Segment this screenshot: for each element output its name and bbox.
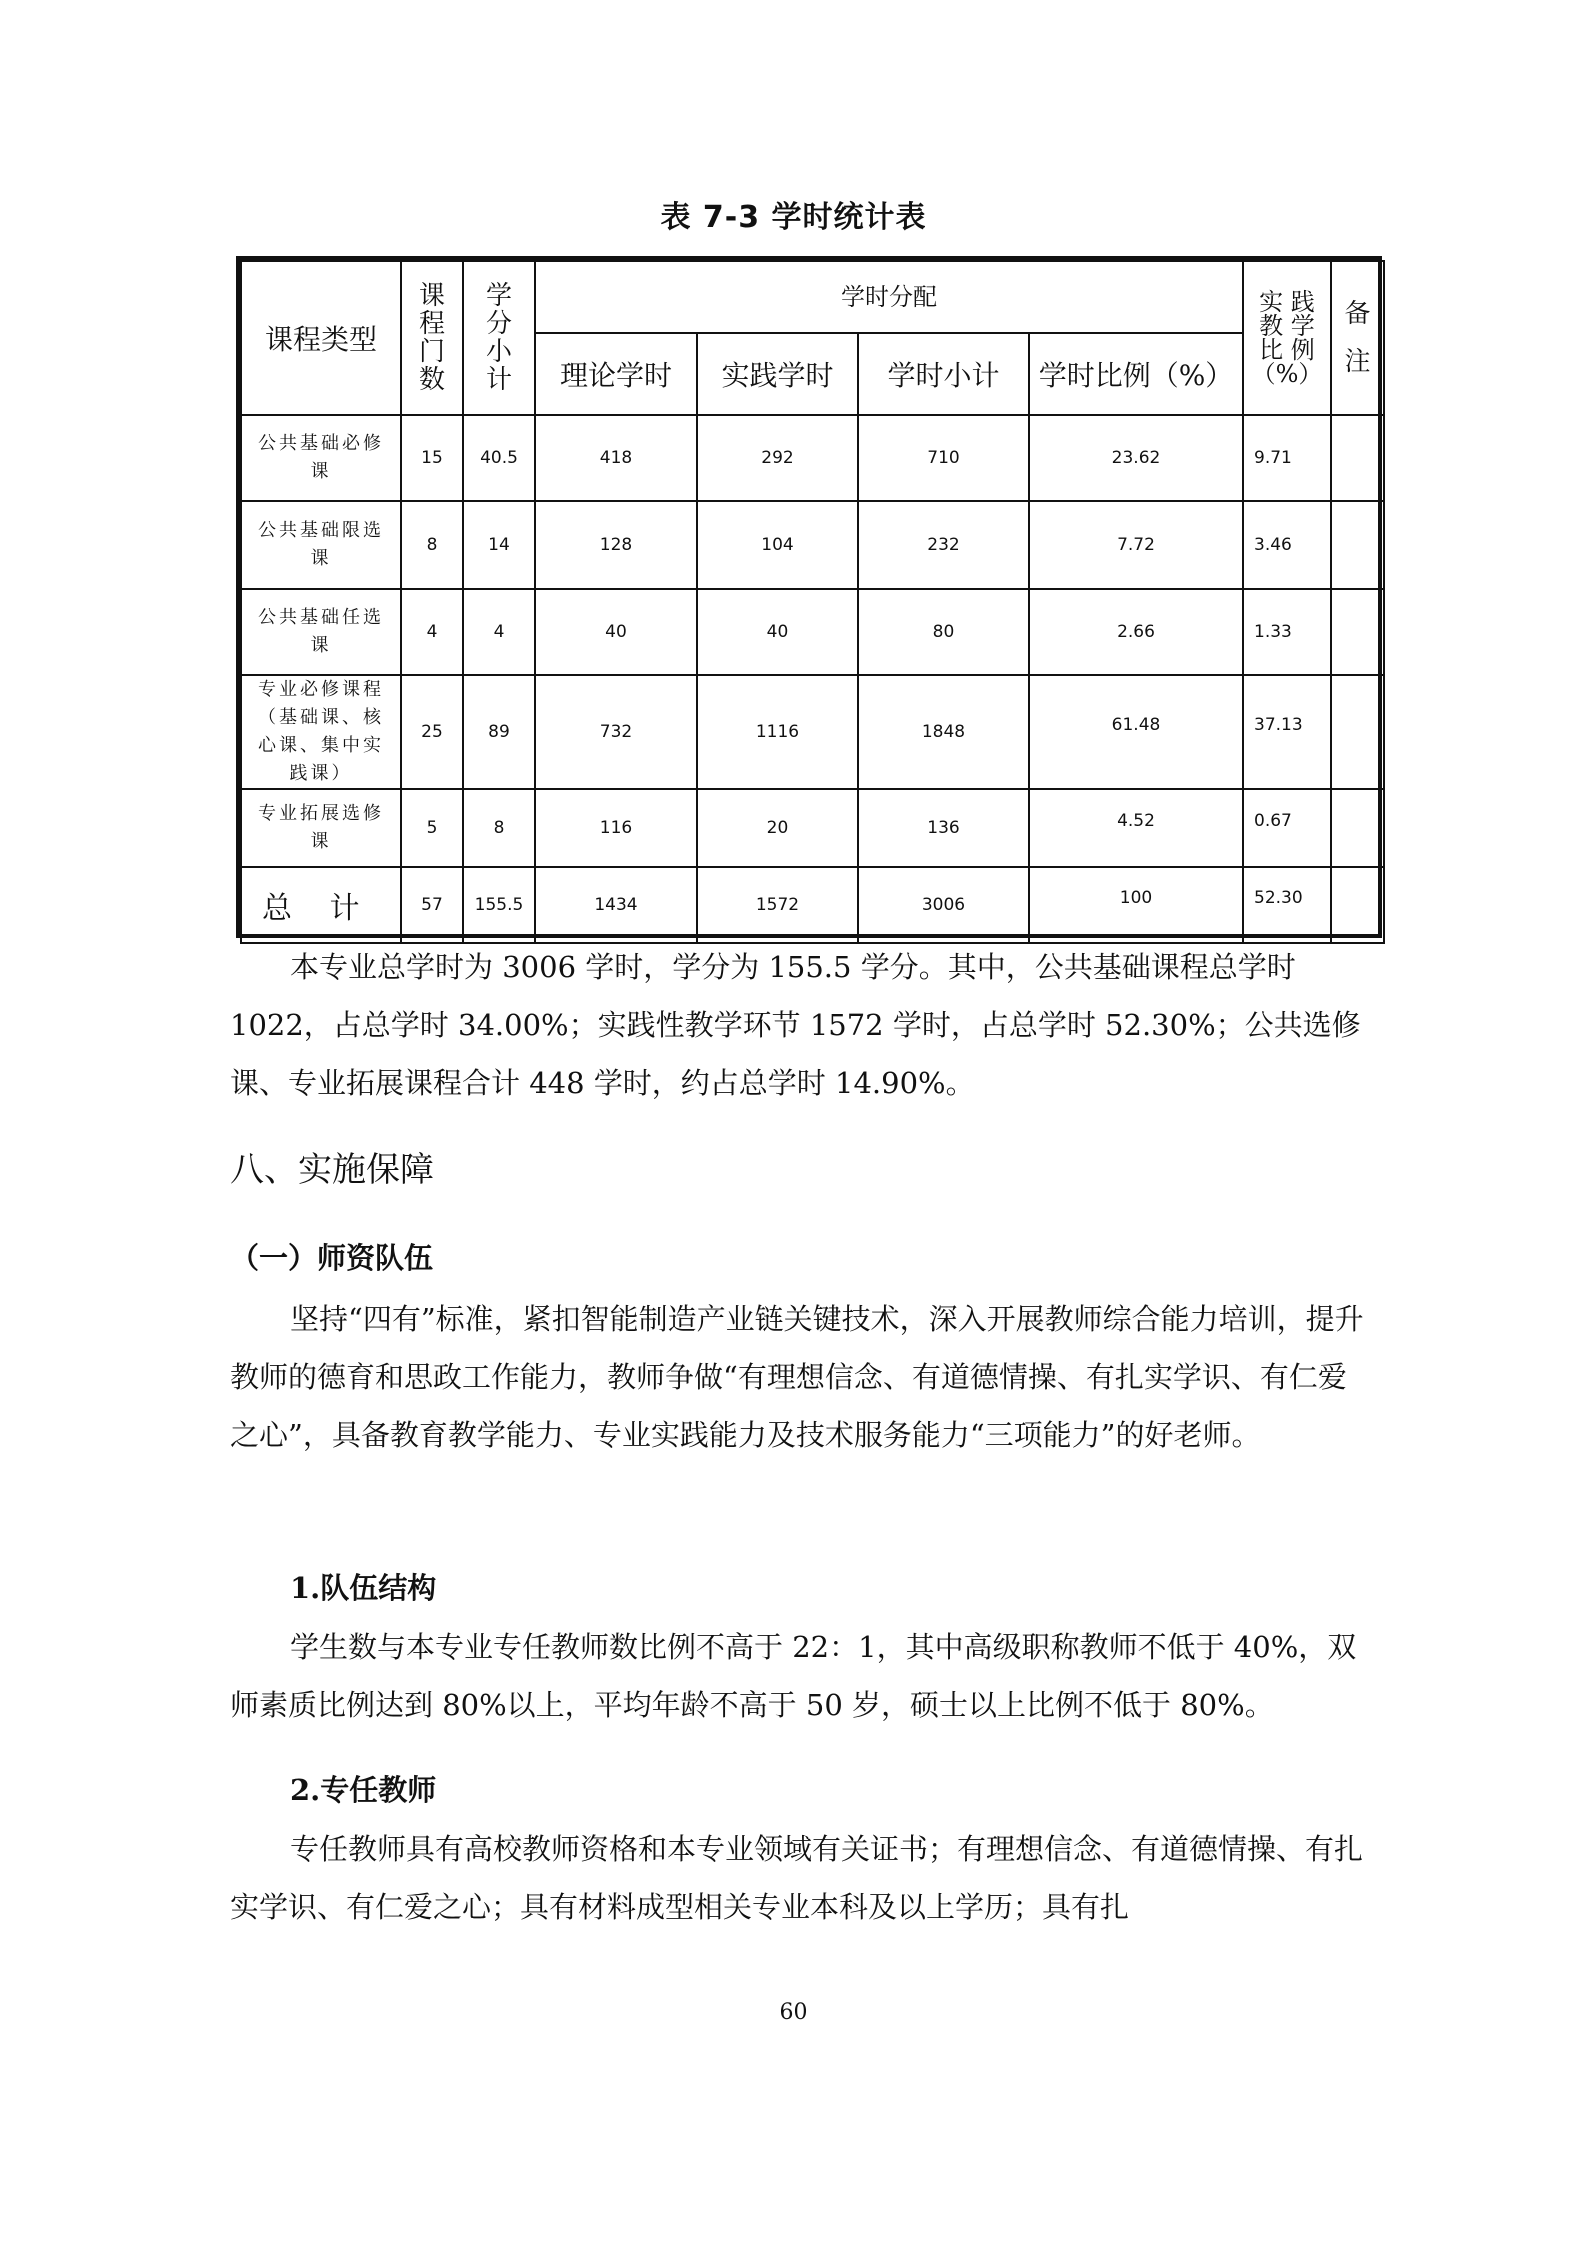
row-hours-subtotal: 80 [858,589,1029,675]
header-hours-ratio: 学时比例（%） [1029,333,1243,415]
row-practice-hours: 104 [697,501,858,589]
table-total-row [241,867,1384,943]
summary-paragraph: 本专业总学时为 3006 学时，学分为 155.5 学分。其中，公共基础课程总学时 1022，占总学时 34.00%；实践性教学环节 1572 学时，占总学时 52.30%；公共选修课、专业拓展课程合计 448 学时，约占总学时 14.90%。 [230,950,1361,1100]
row-remark [1331,789,1384,867]
row-practice-ratio: 1.33 [1243,589,1331,675]
section-title: 八、实施保障 [230,1150,434,1190]
row-practice-hours: 292 [697,415,858,501]
total-practice-ratio: 52.30 [1243,867,1331,943]
header-hours-subtotal: 学时小计 [858,333,1029,415]
row-hours-ratio: 4.52 [1029,789,1243,867]
row-hours-ratio: 23.62 [1029,415,1243,501]
total-theory-hours: 1434 [535,867,697,943]
row-theory-hours: 418 [535,415,697,501]
header-hours-distribution: 学时分配 [535,261,1243,333]
header-remarks: 备 注 [1331,261,1384,415]
page-number: 60 [779,2000,808,2025]
row-remark [1331,415,1384,501]
row-credits: 14 [463,501,535,589]
row-course-count: 5 [401,789,463,867]
item1-paragraph: 学生数与本专业专任教师数比例不高于 22：1，其中高级职称教师不低于 40%，双师素质比例达到 80%以上，平均年龄不高于 50 岁，硕士以上比例不低于 80%。 [230,1630,1357,1722]
table-row [241,675,1384,789]
row-practice-ratio: 3.46 [1243,501,1331,589]
table-row [241,501,1384,589]
row-remark [1331,501,1384,589]
subsection-title: （一）师资队伍 [230,1241,434,1275]
total-hours-ratio: 100 [1029,867,1243,943]
header-theory-hours: 理论学时 [535,333,697,415]
item2-paragraph: 专任教师具有高校教师资格和本专业领域有关证书；有理想信念、有道德情操、有扎实学识、有仁爱之心；具有材料成型相关专业本科及以上学历；具有扎 [230,1832,1364,1924]
row-hours-subtotal: 710 [858,415,1029,501]
header-course-count: 课 程 门 数 [401,261,463,415]
total-practice-hours: 1572 [697,867,858,943]
row-remark [1331,589,1384,675]
row-hours-subtotal: 1848 [858,675,1029,789]
item2-title: 2.专任教师 [290,1773,437,1807]
table-row [241,415,1384,501]
total-credits: 155.5 [463,867,535,943]
table-row [241,589,1384,675]
total-hours-subtotal: 3006 [858,867,1029,943]
row-practice-ratio: 37.13 [1243,675,1331,789]
hours-statistics-table [236,256,1382,938]
row-hours-ratio: 2.66 [1029,589,1243,675]
row-practice-ratio: 9.71 [1243,415,1331,501]
row-credits: 89 [463,675,535,789]
row-hours-ratio: 7.72 [1029,501,1243,589]
subsection-paragraph: 坚持“四有”标准，紧扣智能制造产业链关键技术，深入开展教师综合能力培训，提升教师的德育和思政工作能力，教师争做“有理想信念、有道德情操、有扎实学识、有仁爱之心”，具备教育教学能力、专业实践能力及技术服务能力“三项能力”的好老师。 [230,1302,1364,1452]
item1-title: 1.队伍结构 [290,1571,437,1605]
header-credit-subtotal: 学 分 小 计 [463,261,535,415]
row-course-type: 专业必修课程（基础课、核心课、集中实践课） [241,675,401,789]
row-course-count: 25 [401,675,463,789]
row-credits: 4 [463,589,535,675]
row-theory-hours: 116 [535,789,697,867]
row-course-type: 公共基础限选课 [241,501,401,589]
table-row [241,789,1384,867]
row-course-type: 公共基础必修课 [241,415,401,501]
row-course-count: 4 [401,589,463,675]
row-course-type: 公共基础任选课 [241,589,401,675]
row-credits: 40.5 [463,415,535,501]
row-theory-hours: 128 [535,501,697,589]
row-course-count: 15 [401,415,463,501]
table-caption: 表 7-3 学时统计表 [660,200,927,235]
header-course-type: 课程类型 [241,261,401,415]
row-course-count: 8 [401,501,463,589]
row-practice-hours: 1116 [697,675,858,789]
total-course-count: 57 [401,867,463,943]
row-hours-subtotal: 232 [858,501,1029,589]
row-practice-hours: 20 [697,789,858,867]
row-theory-hours: 40 [535,589,697,675]
header-practice-ratio: 实 践 教 学 比 例 （%） [1243,261,1331,415]
total-remark [1331,867,1384,943]
total-label: 总 计 [241,867,401,943]
row-theory-hours: 732 [535,675,697,789]
row-hours-subtotal: 136 [858,789,1029,867]
row-hours-ratio: 61.48 [1029,675,1243,789]
row-practice-ratio: 0.67 [1243,789,1331,867]
row-remark [1331,675,1384,789]
row-practice-hours: 40 [697,589,858,675]
row-credits: 8 [463,789,535,867]
header-practice-hours: 实践学时 [697,333,858,415]
row-course-type: 专业拓展选修课 [241,789,401,867]
